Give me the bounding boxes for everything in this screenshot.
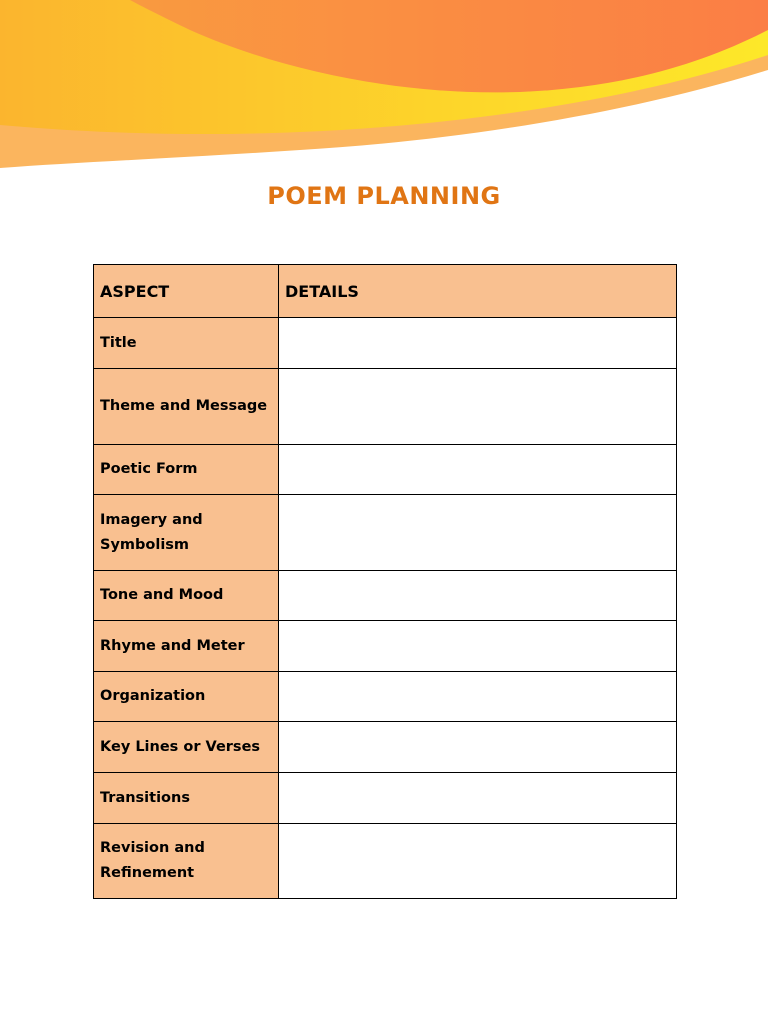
details-cell[interactable] bbox=[279, 824, 677, 899]
table-row bbox=[94, 369, 677, 445]
table-row bbox=[94, 672, 677, 722]
details-cell[interactable] bbox=[279, 773, 677, 824]
table-row bbox=[94, 621, 677, 672]
details-cell[interactable] bbox=[279, 318, 677, 369]
details-cell[interactable] bbox=[279, 445, 677, 495]
table-row bbox=[94, 495, 677, 571]
details-cell[interactable] bbox=[279, 672, 677, 722]
column-header-aspect: ASPECT bbox=[94, 265, 279, 318]
table-row bbox=[94, 445, 677, 495]
aspect-cell: Theme and Message bbox=[94, 369, 279, 445]
planning-table bbox=[93, 264, 677, 899]
aspect-cell: Imagery and Symbolism bbox=[94, 495, 279, 571]
table-row bbox=[94, 824, 677, 899]
details-cell[interactable] bbox=[279, 571, 677, 621]
table-header-row bbox=[94, 265, 677, 318]
details-cell[interactable] bbox=[279, 495, 677, 571]
page-title: POEM PLANNING bbox=[267, 182, 501, 210]
aspect-cell: Rhyme and Meter bbox=[94, 621, 279, 672]
details-cell[interactable] bbox=[279, 369, 677, 445]
aspect-cell: Revision and Refinement bbox=[94, 824, 279, 899]
aspect-cell: Tone and Mood bbox=[94, 571, 279, 621]
column-header-details: DETAILS bbox=[279, 265, 677, 318]
table-row bbox=[94, 571, 677, 621]
aspect-cell: Organization bbox=[94, 672, 279, 722]
aspect-cell: Title bbox=[94, 318, 279, 369]
aspect-cell: Key Lines or Verses bbox=[94, 722, 279, 773]
table-row bbox=[94, 722, 677, 773]
table-row bbox=[94, 773, 677, 824]
aspect-cell: Poetic Form bbox=[94, 445, 279, 495]
details-cell[interactable] bbox=[279, 722, 677, 773]
details-cell[interactable] bbox=[279, 621, 677, 672]
table-row bbox=[94, 318, 677, 369]
aspect-cell: Transitions bbox=[94, 773, 279, 824]
decorative-wave-banner bbox=[0, 0, 768, 180]
